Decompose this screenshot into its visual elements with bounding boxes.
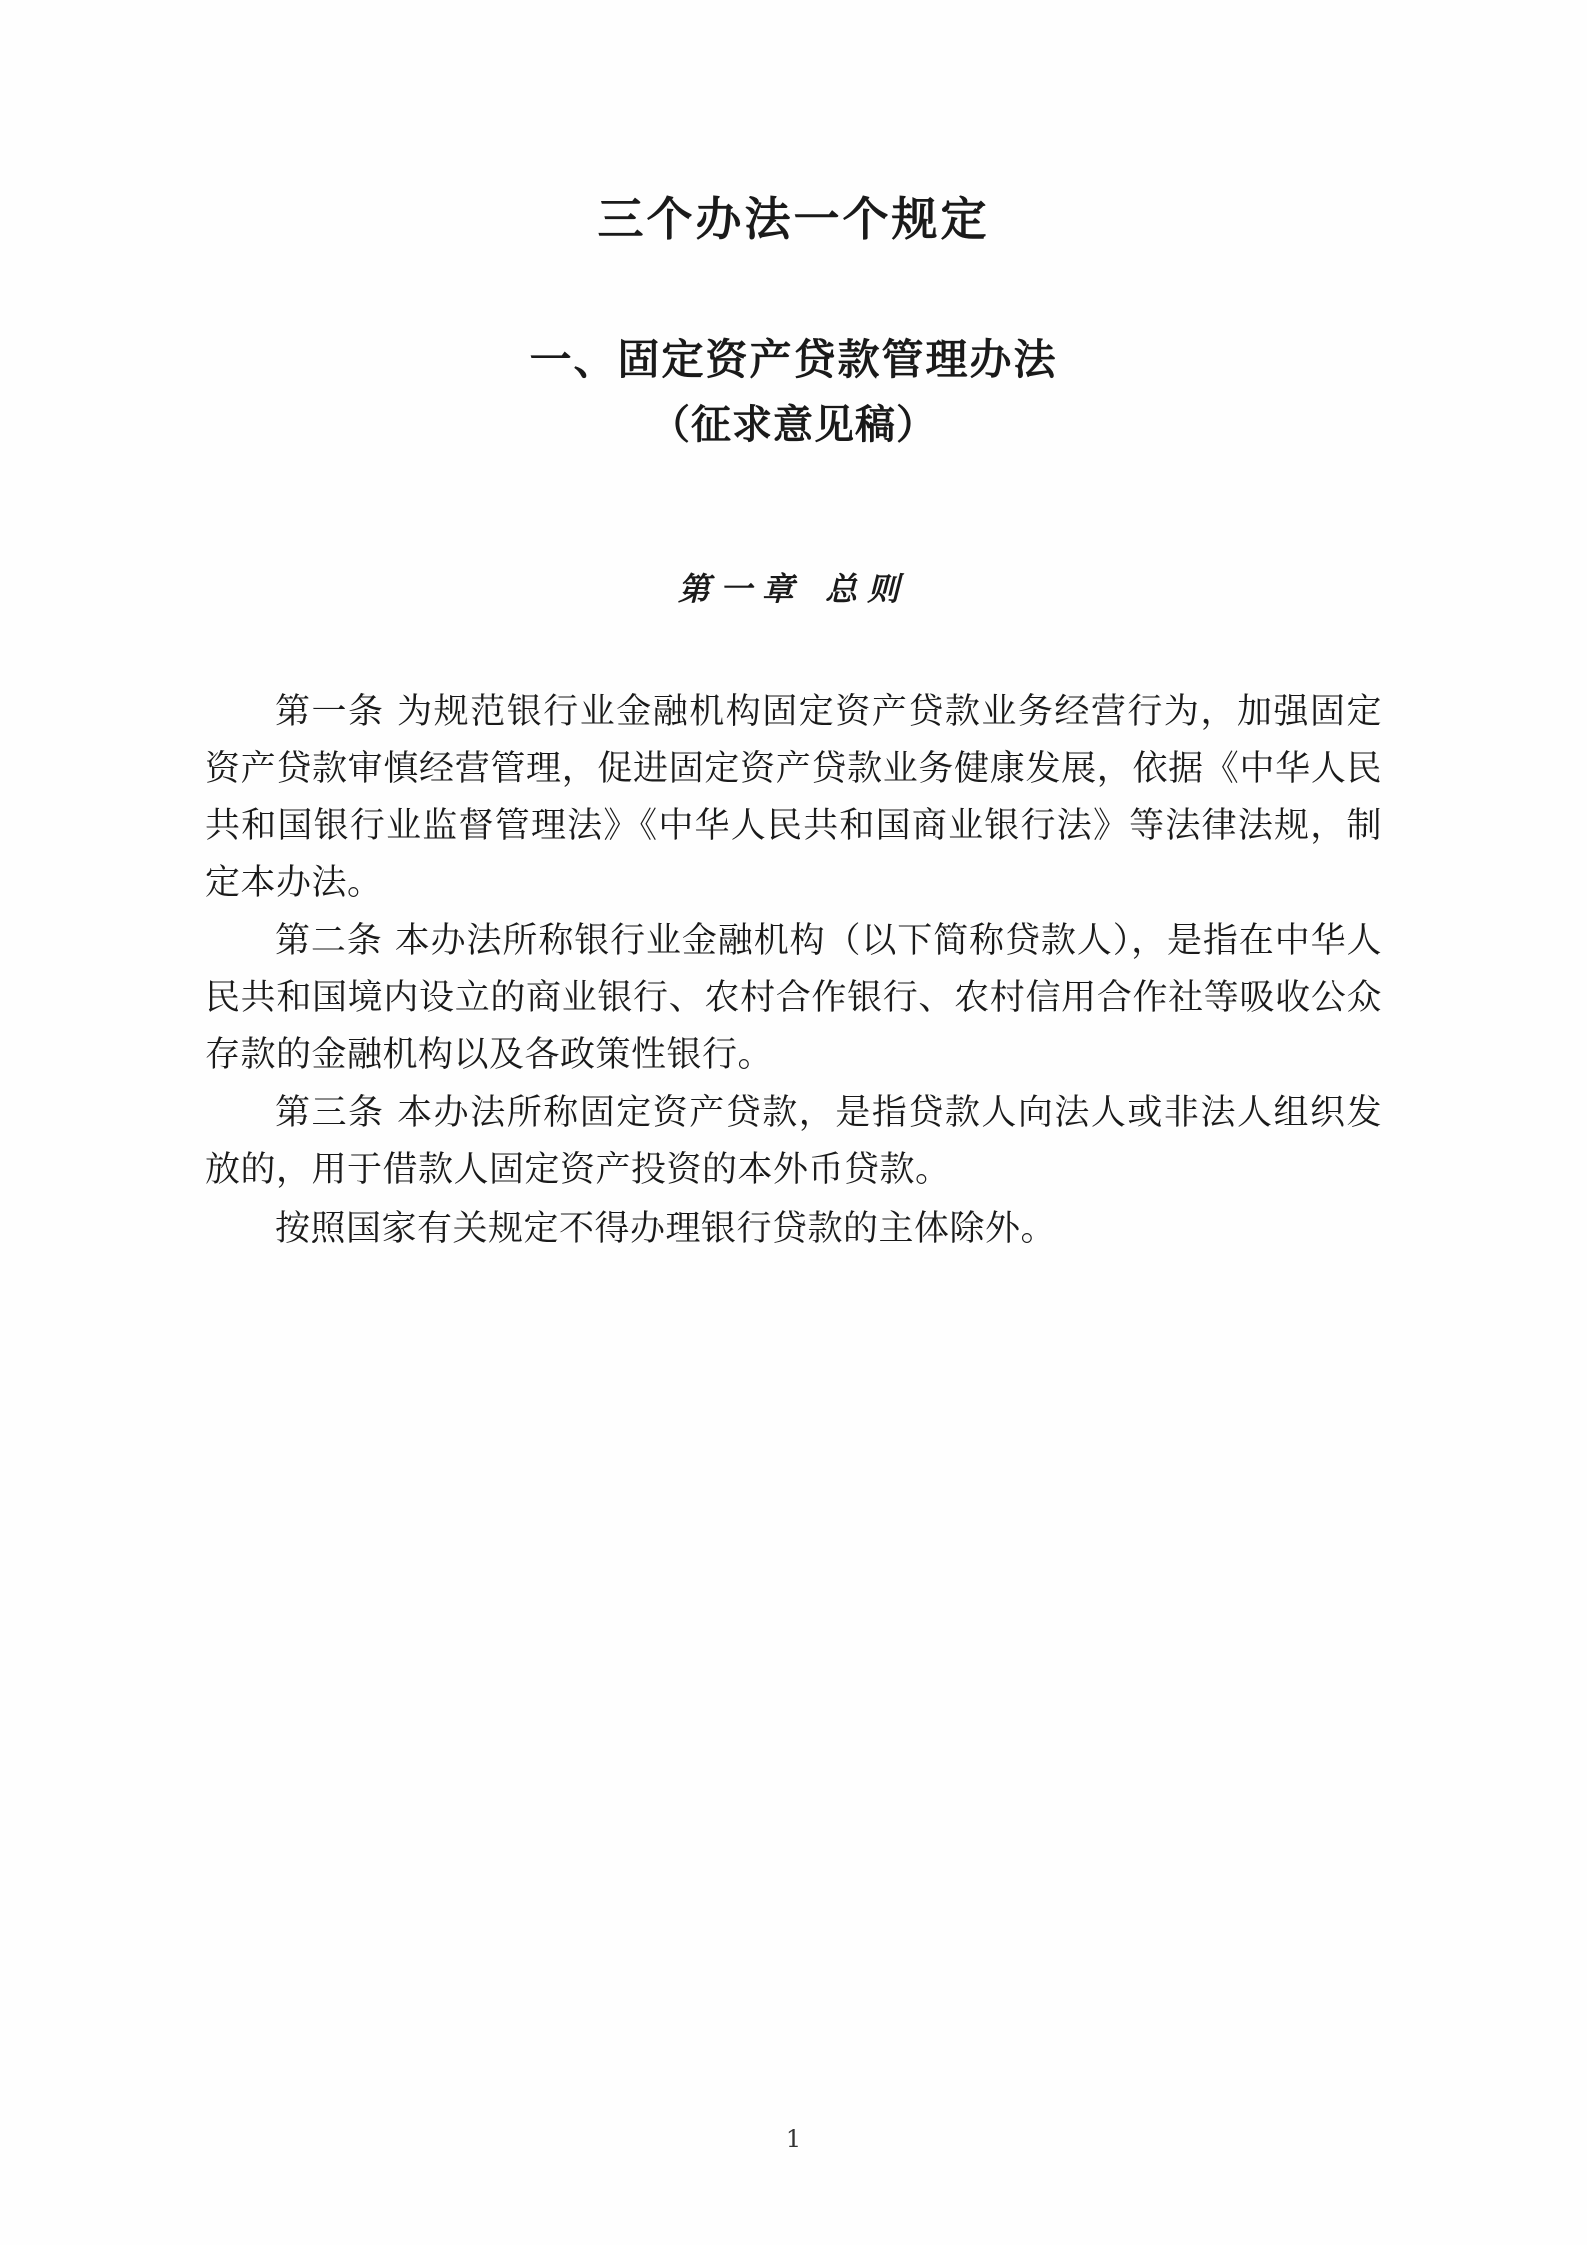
paragraph-article-3-note: 按照国家有关规定不得办理银行贷款的主体除外。 xyxy=(275,1208,1057,1249)
paragraph-article-1: 第一条 为规范银行业金融机构固定资产贷款业务经营行为，加强固定资产贷款审慎经营管理，促进固定资产贷款业务健康发展，依据《中华人民共和国银行业监督管理法》《中华人民共和国商业银行法》等法律法规，制定本办法。 xyxy=(205,692,1382,903)
section-title: 一、固定资产贷款管理办法 xyxy=(529,334,1058,384)
paragraph-article-2: 第二条 本办法所称银行业金融机构（以下简称贷款人），是指在中华人民共和国境内设立的商业银行、农村合作银行、农村信用合作社等吸收公众存款的金融机构以及各政策性银行。 xyxy=(205,921,1382,1075)
page-number: 1 xyxy=(785,2125,802,2153)
document-body xyxy=(205,684,1382,1257)
paragraph-article-3: 第三条 本办法所称固定资产贷款，是指贷款人向法人或非法人组织发放的，用于借款人固定资产投资的本外币贷款。 xyxy=(205,1093,1382,1190)
section-subtitle: （征求意见稿） xyxy=(650,402,937,449)
document-title: 三个办法一个规定 xyxy=(597,192,990,246)
chapter-heading: 第一章 总则 xyxy=(677,570,910,609)
